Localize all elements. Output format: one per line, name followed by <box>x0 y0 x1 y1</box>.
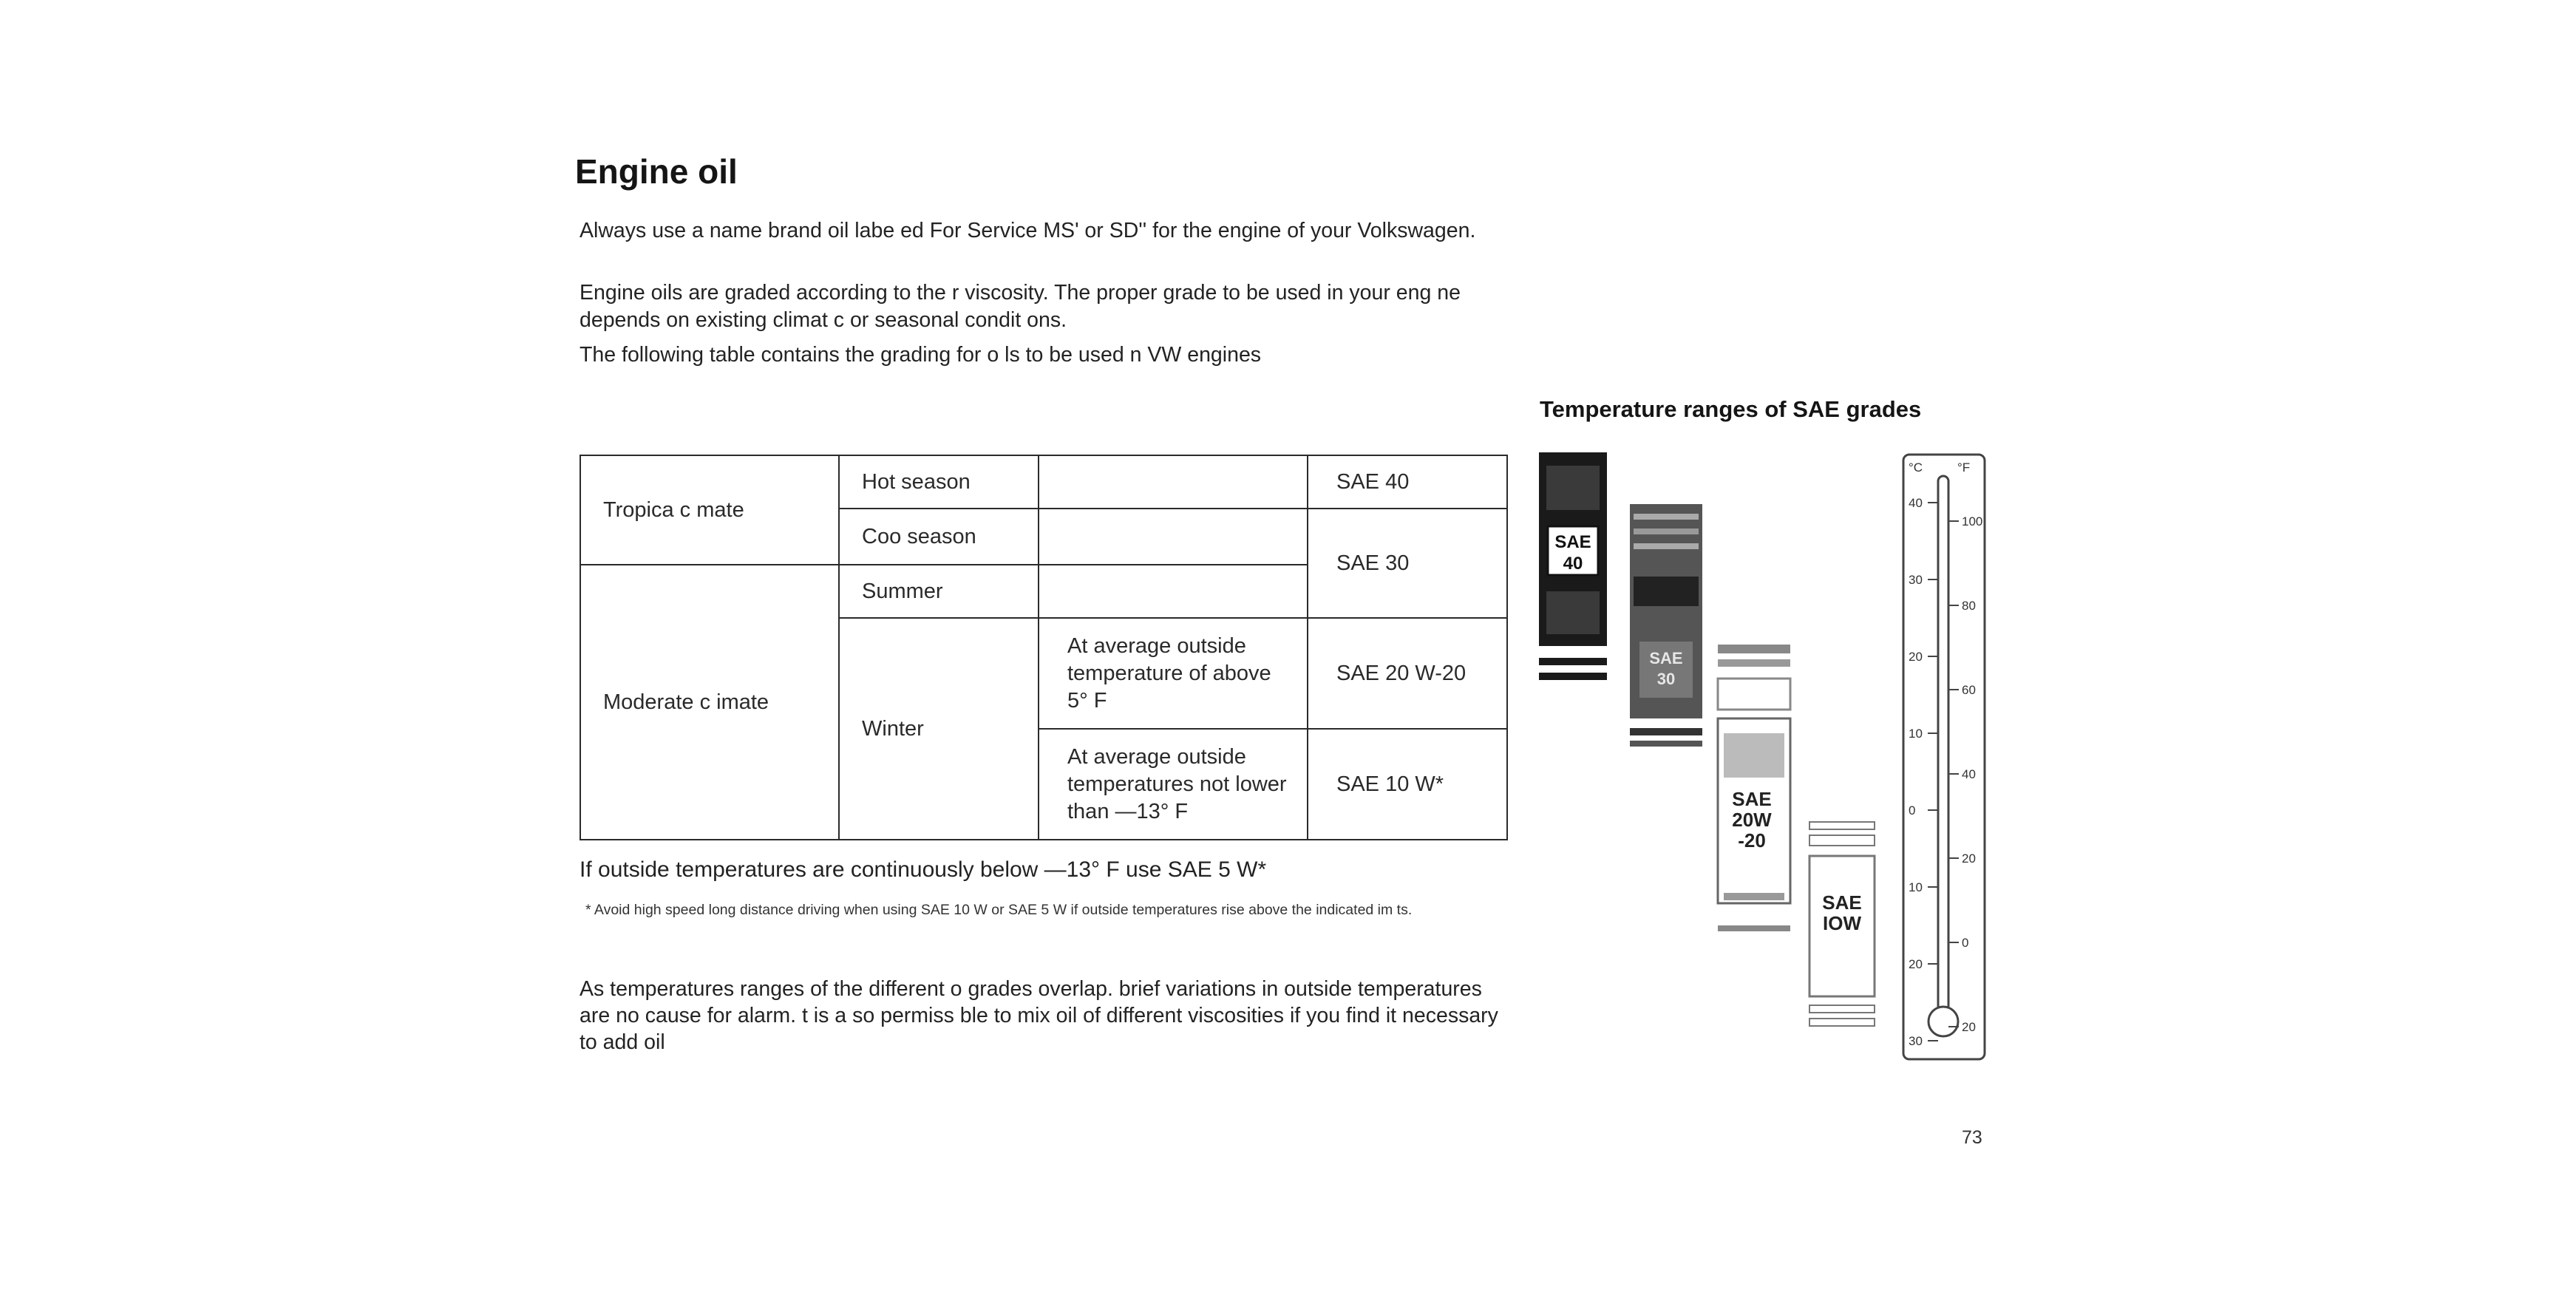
tropical-climate-cell: Tropica c mate <box>580 455 839 565</box>
fahrenheit-unit: °F <box>1957 460 1971 475</box>
grade-sae30-cell: SAE 30 <box>1308 509 1507 618</box>
celsius-tick-label: 10 <box>1909 727 1923 741</box>
celsius-tick-label: 0 <box>1909 803 1916 818</box>
chart-title: Temperature ranges of SAE grades <box>1540 396 1922 422</box>
fahrenheit-tick-label: 100 <box>1962 514 1983 528</box>
can-label: SAE <box>1732 788 1772 810</box>
intro-paragraph: Always use a name brand oil labe ed For Service MS' or SD'' for the engine of your Volkswagen. <box>580 219 1476 242</box>
table-row <box>580 455 1507 509</box>
condition-above-5f-cell: At average outside temperature of above 5° F <box>1039 618 1308 729</box>
sae40-can-icon <box>1539 452 1607 680</box>
can-label: 40 <box>1563 554 1583 574</box>
fahrenheit-tick-label: 0 <box>1962 936 1969 950</box>
can-label: SAE <box>1554 532 1591 552</box>
condition-not-lower-cell: At average outside temperatures not lower than —13° F <box>1039 729 1308 840</box>
celsius-tick-label: 10 <box>1909 880 1923 894</box>
page-title: Engine oil <box>575 152 738 191</box>
celsius-tick-label: 20 <box>1909 957 1923 971</box>
fahrenheit-tick-label: 80 <box>1962 599 1976 613</box>
empty-cell <box>1039 565 1308 618</box>
oil-grade-table <box>580 455 1508 840</box>
fahrenheit-tick-label: 20 <box>1962 1020 1976 1034</box>
empty-cell <box>1039 509 1308 565</box>
sae-grade-illustration <box>1530 443 2003 1064</box>
can-label: SAE <box>1649 649 1683 667</box>
closing-paragraph: As temperatures ranges of the different o grades overlap. brief variations in outside temperatures are no cause for alarm. t is a so permiss ble to mix oil of different viscosities if you find it necessary to add oil <box>580 977 1498 1054</box>
fahrenheit-tick-label: 40 <box>1962 767 1976 781</box>
grading-paragraph: Engine oils are graded according to the r viscosity. The proper grade to be used in your eng ne depends on existing climat c or seasonal condit ons. <box>580 281 1461 332</box>
grade-sae10w-cell: SAE 10 W* <box>1308 729 1507 840</box>
can-label: SAE <box>1822 891 1862 914</box>
summer-cell: Summer <box>839 565 1039 618</box>
grade-sae20w20-cell: SAE 20 W-20 <box>1308 618 1507 729</box>
fahrenheit-tick-label: 20 <box>1962 852 1976 866</box>
celsius-tick-label: 30 <box>1909 573 1923 587</box>
page-number: 73 <box>1962 1127 1982 1148</box>
grade-sae40-cell: SAE 40 <box>1308 455 1507 509</box>
moderate-climate-cell: Moderate c imate <box>580 565 839 840</box>
can-label: IOW <box>1823 912 1861 934</box>
can-label: 20W <box>1732 809 1772 831</box>
cold-weather-note: If outside temperatures are continuously below —13° F use SAE 5 W* <box>580 857 1267 882</box>
thermometer-icon <box>1903 455 1985 1059</box>
fahrenheit-tick-label: 60 <box>1962 683 1976 697</box>
celsius-tick-label: 40 <box>1909 496 1923 510</box>
celsius-tick-label: 30 <box>1909 1034 1923 1048</box>
hot-season-cell: Hot season <box>839 455 1039 509</box>
sae30-can-icon <box>1630 504 1702 747</box>
table-intro-paragraph: The following table contains the grading for o ls to be used n VW engines <box>580 343 1262 367</box>
cool-season-cell: Coo season <box>839 509 1039 565</box>
footnote: * Avoid high speed long distance driving when using SAE 10 W or SAE 5 W if outside temperatures rise above the indicated im ts. <box>585 902 1413 918</box>
celsius-tick-label: 20 <box>1909 650 1923 664</box>
empty-cell <box>1039 455 1308 509</box>
celsius-unit: °C <box>1909 460 1923 475</box>
can-label: 30 <box>1656 670 1676 688</box>
can-label: -20 <box>1738 829 1766 852</box>
sae20w20-can-icon <box>1718 645 1790 931</box>
sae10w-can-icon <box>1809 822 1875 1026</box>
winter-cell: Winter <box>839 618 1039 840</box>
